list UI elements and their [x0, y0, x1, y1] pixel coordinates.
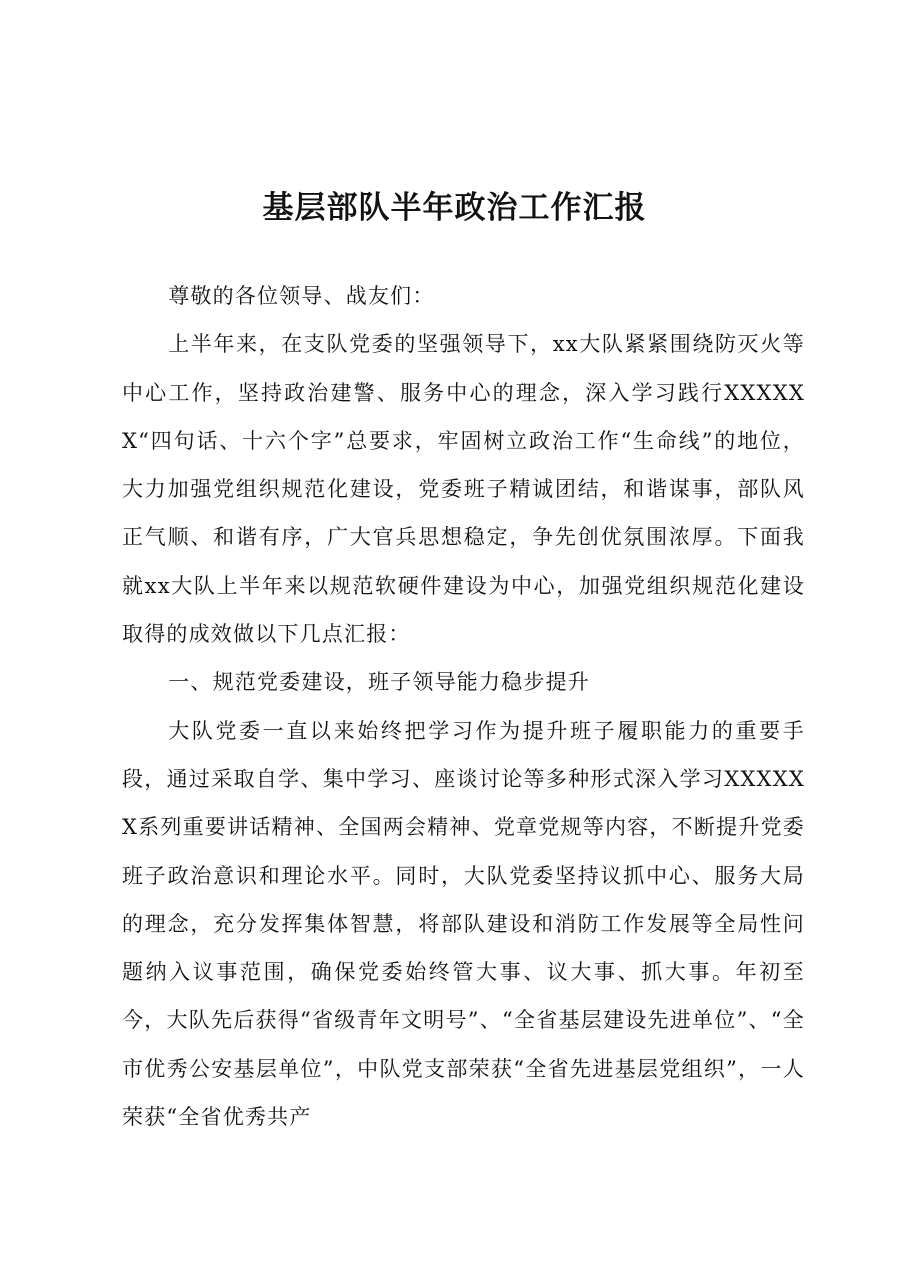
paragraph-section-1: 大队党委一直以来始终把学习作为提升班子履职能力的重要手段，通过采取自学、集中学习、座谈讨论等多种形式深入学习XXXXXX系列重要讲话精神、全国两会精神、党章党规等内容，不断提升党委班子政治意识和理论水平。同时，大队党委坚持议抓中心、服务大局的理念，充分发挥集体智慧，将部队建设和消防工作发展等全局性问题纳入议事范围，确保党委始终管大事、议大事、抓大事。年初至今，大队先后获得“省级青年文明号”、“全省基层建设先进单位”、“全市优秀公安基层单位”，中队党支部荣获“全省先进基层党组织”，一人荣获“全省优秀共产	[122, 718, 805, 1130]
salutation: 尊敬的各位领导、战友们：	[168, 284, 435, 308]
document-body	[122, 272, 805, 1141]
paragraph-intro: 上半年来，在支队党委的坚强领导下，xx大队紧紧围绕防灭火等中心工作，坚持政治建警、服务中心的理念，深入学习践行XXXXXX“四句话、十六个字”总要求，牢固树立政治工作“生命线”的地位，大力加强党组织规范化建设，党委班子精诚团结，和谐谋事，部队风正气顺、和谐有序，广大官兵思想稳定，争先创优氛围浓厚。下面我就xx大队上半年来以规范软硬件建设为中心，加强党组织规范化建设取得的成效做以下几点汇报：	[122, 332, 805, 647]
document-title: 基层部队半年政治工作汇报	[262, 190, 647, 226]
section-heading-1: 一、规范党委建设，班子领导能力稳步提升	[168, 670, 590, 695]
